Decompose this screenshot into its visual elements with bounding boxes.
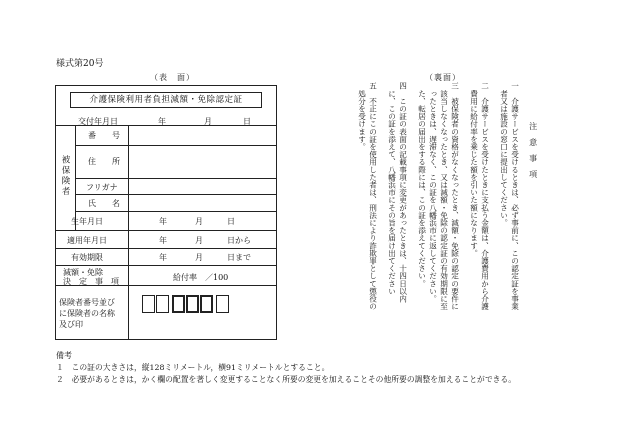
back-heading: 注 意 事 項 <box>528 122 538 178</box>
birth-day-label: 日 <box>227 217 235 226</box>
back-item3-line1: 三 被保険者の資格がなくなったとき、減額・免除の認定の要件に <box>450 82 460 310</box>
birth-month-label: 月 <box>195 217 203 226</box>
insurer-label-line3: 及び印 <box>59 320 83 329</box>
back-item3-line4: た、転居の届出をする際には、この証を添えてください。 <box>417 82 427 288</box>
reduction-label-line1: 減額・免除 <box>63 268 103 277</box>
birth-year-label: 年 <box>159 217 167 226</box>
insurer-digit-box <box>186 295 199 313</box>
insured-person-label: 被保険者 <box>60 155 70 197</box>
insurer-digit-box <box>200 295 213 313</box>
apply-year-label: 年 <box>159 236 167 245</box>
note-1: １ この証の大きさは，縦128ミリメートル，横91ミリメートルとすること。 <box>56 363 330 372</box>
valid-to-label: 日まで <box>227 253 251 262</box>
back-item2-line1: 二 介護サービスを受けたときに支払う金額は、介護費用から介護 <box>480 82 490 310</box>
back-item4-line1: 四 この証の表面の記載事項に変更があったときは、十四日以内 <box>398 82 408 303</box>
back-item4-line2: に、この証を添えて、八幡浜市にその旨を届け出てください <box>387 82 397 295</box>
insurer-digit-box <box>156 295 169 313</box>
back-item5-line1: 五 不正にこの証を使用した者は、刑法により詐欺罪として懲役の <box>368 82 378 310</box>
issue-date-label: 交付年月日 <box>78 117 118 126</box>
issue-day-label: 日 <box>243 117 251 126</box>
certificate-title: 介護保険利用者負担減額・免除認定証 <box>70 92 262 108</box>
insurer-label-line2: に保険者の名称 <box>59 309 115 318</box>
back-caption: （裏面） <box>425 73 461 82</box>
issue-month-label: 月 <box>204 117 212 126</box>
back-item1-line2: 者又は施設の窓口に提出してください。 <box>499 82 509 227</box>
form-number: 様式第20号 <box>56 59 104 69</box>
address-label: 住 所 <box>88 157 120 166</box>
front-caption: （表 面） <box>150 73 195 82</box>
valid-year-label: 年 <box>159 253 167 262</box>
front-table <box>55 125 277 340</box>
benefit-rate: 給付率 ／100 <box>173 273 229 282</box>
furigana-label: フリガナ <box>86 183 118 192</box>
insurer-digit-box <box>216 295 229 313</box>
note-2: ２ 必要があるときは，かく欄の配置を著しく変更することなく所要の変更を加えることその他所要の調整を加えることができる。 <box>56 375 517 384</box>
back-item5-line2: 処分を受けます。 <box>357 82 367 151</box>
valid-until-label: 有効期限 <box>71 253 103 262</box>
back-notes <box>300 82 568 342</box>
birth-date-label: 生年月日 <box>71 217 103 226</box>
reduction-label-line2: 決 定 事 項 <box>63 277 119 286</box>
back-item3-line2: 該当しなくなったとき、又は減額・免除の認定証の有効期限に至 <box>439 82 449 310</box>
number-label: 番 号 <box>88 131 120 140</box>
back-item2-line2: 費用に給付率を乗じた額を引いた額になります。 <box>469 82 479 257</box>
insurer-digit-box <box>142 295 155 313</box>
insurer-label-line1: 保険者番号並び <box>59 298 115 307</box>
back-item1-line1: 一 介護サービスを受けるときは、必ず事前に、この認定証を事業 <box>510 82 520 310</box>
insurer-digit-box <box>172 295 185 313</box>
issue-year-label: 年 <box>158 117 166 126</box>
back-item3-line3: ったときは、遅滞なく、この証を八幡浜市に返してください。 <box>428 82 438 303</box>
apply-date-label: 適用年月日 <box>67 236 107 245</box>
apply-month-label: 月 <box>195 236 203 245</box>
valid-month-label: 月 <box>195 253 203 262</box>
name-label: 氏 名 <box>88 199 120 208</box>
notes-title: 備考 <box>56 351 72 360</box>
apply-from-label: 日から <box>227 236 251 245</box>
